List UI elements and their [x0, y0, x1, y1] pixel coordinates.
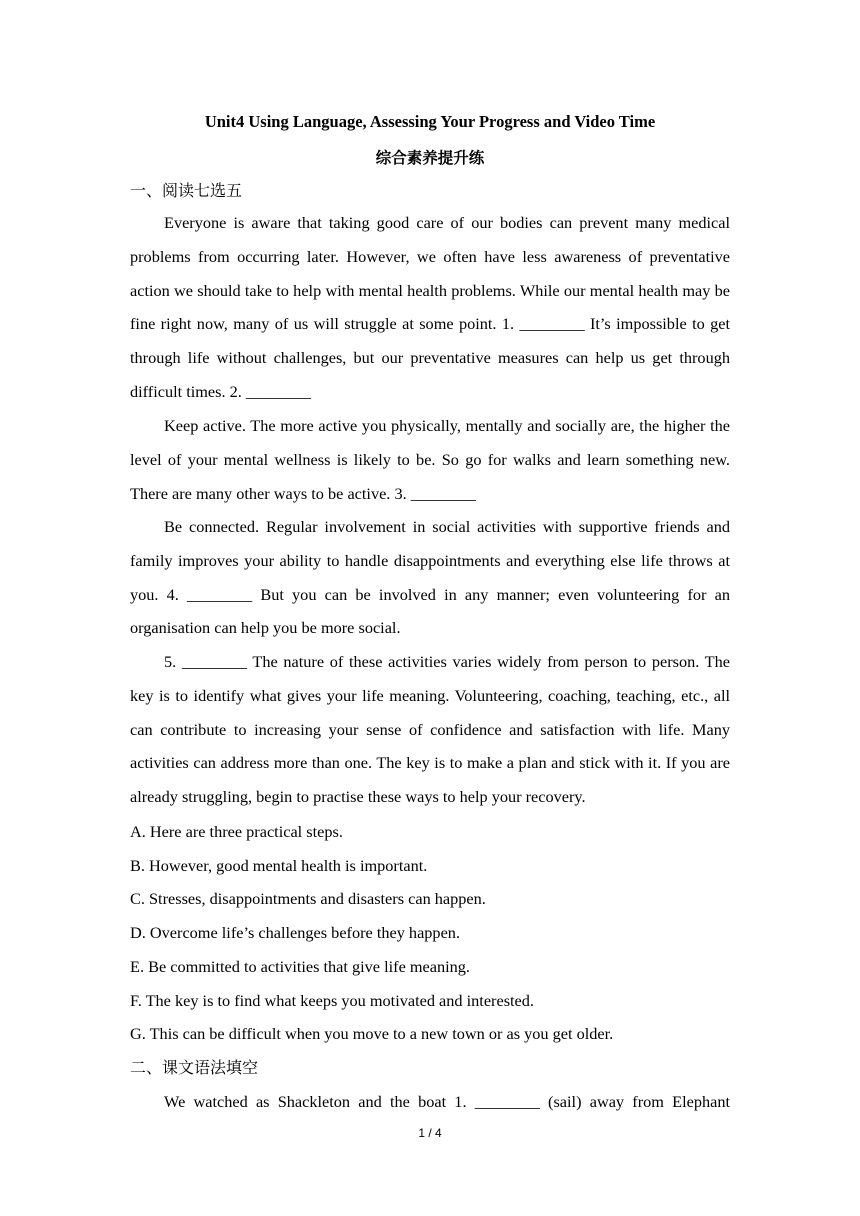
option-d: D. Overcome life’s challenges before they happen. [130, 923, 461, 942]
option-f: F. The key is to find what keeps you motivated and interested. [130, 991, 534, 1010]
option-c: C. Stresses, disappointments and disasters can happen. [130, 889, 486, 908]
option-g: G. This can be difficult when you move to a new town or as you get older. [130, 1024, 614, 1043]
document-title: Unit4 Using Language, Assessing Your Progress and Video Time [204, 112, 656, 131]
passage-paragraph: Everyone is aware that taking good care of our bodies can prevent many medical problems from occurring later. However, we often have less awareness of preventative action we should take to help with mental health problems. While our mental health may be fine right now, many of us will struggle at some point. 1. ________ It’s impossible to get through life without challenges, but our preventative measures can help us get through difficult times. 2. ________ [130, 213, 730, 401]
page-number: 1 / 4 [418, 1126, 442, 1140]
passage-paragraph: We watched as Shackleton and the boat 1. ________ (sail) away from Elephant [164, 1092, 730, 1111]
section-heading-grammar: 二、课文语法填空 [130, 1058, 259, 1077]
option-b: B. However, good mental health is important. [130, 856, 428, 875]
option-e: E. Be committed to activities that give life meaning. [130, 957, 471, 976]
passage-paragraph: 5. ________ The nature of these activities varies widely from person to person. The key is to identify what gives your life meaning. Volunteering, coaching, teaching, etc., all can contribute to increasing your sense of confidence and satisfaction with life. Many activities can address more than one. The key is to make a plan and stick with it. If you are already struggling, begin to practise these ways to help your recovery. [130, 652, 730, 807]
passage-paragraph: Keep active. The more active you physically, mentally and socially are, the higher the level of your mental wellness is likely to be. So go for walks and learn something new. There are many other ways to be active. 3. ________ [130, 416, 730, 503]
passage-paragraph: Be connected. Regular involvement in social activities with supportive friends and family improves your ability to handle disappointments and everything else life throws at you. 4. ________ But you can be involved in any manner; even volunteering for an organisation can help you be more social. [130, 517, 730, 638]
section-heading-reading: 一、阅读七选五 [130, 181, 243, 200]
option-a: A. Here are three practical steps. [130, 822, 343, 841]
document-subtitle: 综合素养提升练 [375, 149, 485, 167]
